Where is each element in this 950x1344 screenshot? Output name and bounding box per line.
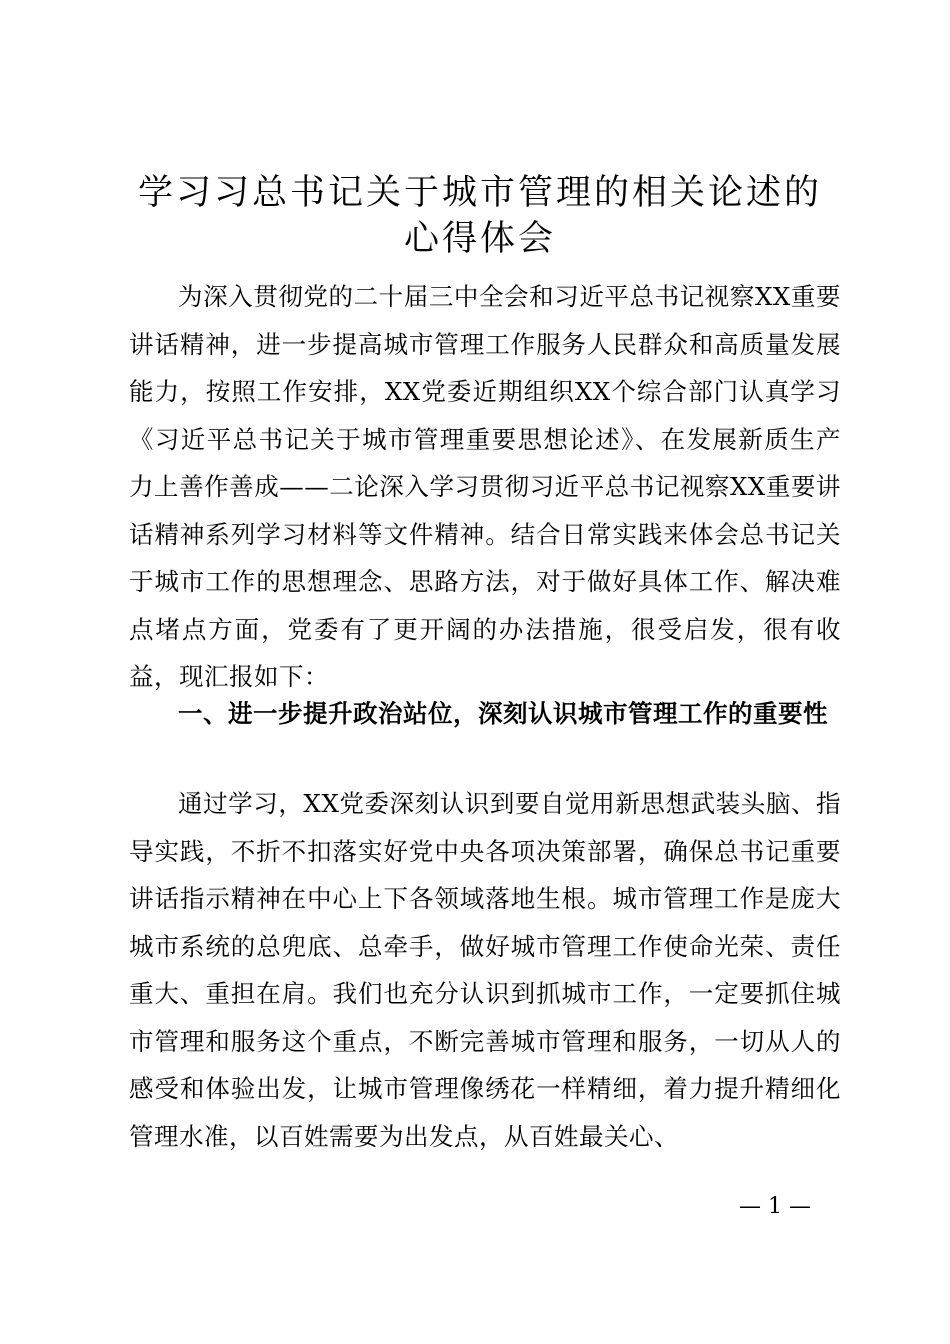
section-1-paragraph: 通过学习，XX党委深刻认识到要自觉用新思想武装头脑、指导实践，不折不扣落实好党中央各项决策部署，确保总书记重要讲话指示精神在中心上下各领域落地生根。城市管理工作是庞大城市系统的总兜底、总牵手，做好城市管理工作使命光荣、责任重大、重担在肩。我们也充分认识到抓城市工作，一定要抓住城市管理和服务这个重点，不断完善城市管理和服务，一切从人的感受和体验出发，让城市管理像绣花一样精细，着力提升精细化管理水准，以百姓需要为出发点，从百姓最关心、 (129, 789, 841, 1151)
page-number: — 1 — (739, 1194, 811, 1219)
document-title: 学习习总书记关于城市管理的相关论述的心得体会 (137, 173, 822, 259)
intro-paragraph: 为深入贯彻党的二十届三中全会和习近平总书记视察XX重要讲话精神，进一步提高城市管理工作服务人民群众和高质量发展能力，按照工作安排，XX党委近期组织XX个综合部门认真学习《习近平总书记关于城市管理重要思想论述》、在发展新质生产力上善作善成——二论深入学习贯彻习近平总书记视察XX重要讲话精神系列学习材料等文件精神。结合日常实践来体会总书记关于城市工作的思想理念、思路方法，对于做好具体工作、解决难点堵点方面，党委有了更开阔的办法措施，很受启发，很有收益，现汇报如下： (129, 282, 841, 691)
section-heading-1: 一、进一步提升政治站位，深刻认识城市管理工作的重要性 (178, 699, 828, 728)
